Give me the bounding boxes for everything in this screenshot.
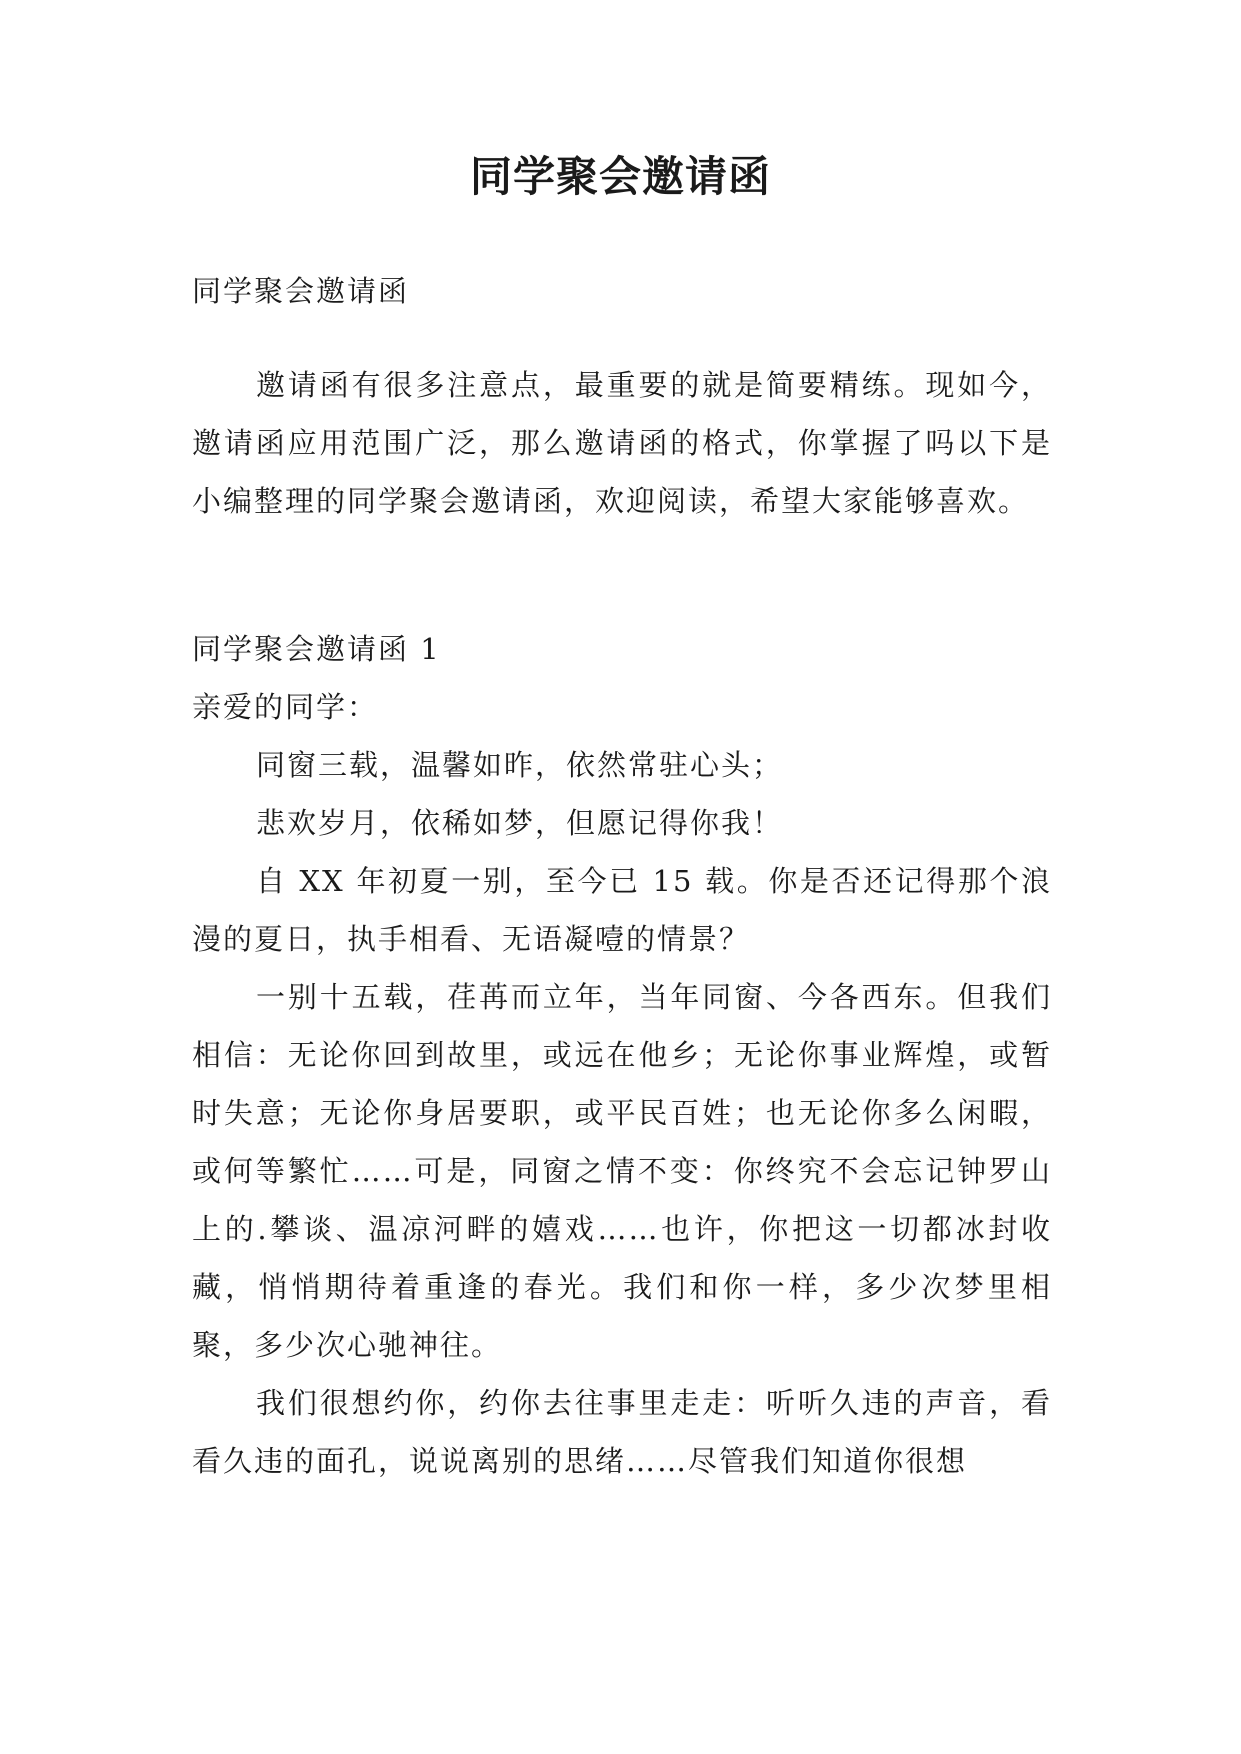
- salutation: 亲爱的同学：: [192, 690, 379, 724]
- letter-paragraph: 悲欢岁月，依稀如梦，但愿记得你我！: [256, 806, 784, 840]
- letter-paragraph: 自 XX 年初夏一别，至今已 15 载。你是否还记得那个浪漫的夏日，执手相看、无语凝噎的情景？: [192, 864, 1052, 956]
- letter-paragraph: 同窗三载，温馨如昨，依然常驻心头；: [256, 748, 784, 782]
- letter-paragraph: 我们很想约你，约你去往事里走走：听听久违的声音，看看久违的面孔，说说离别的思绪……尽管我们知道你很想: [192, 1386, 1052, 1478]
- letter-block: [192, 620, 1052, 1490]
- document-title: 同学聚会邀请函: [469, 152, 771, 201]
- intro-block: [192, 356, 1052, 530]
- intro-paragraph: 邀请函有很多注意点，最重要的就是简要精练。现如今，邀请函应用范围广泛，那么邀请函的格式，你掌握了吗以下是小编整理的同学聚会邀请函，欢迎阅读，希望大家能够喜欢。: [192, 368, 1052, 518]
- section-heading: 同学聚会邀请函 1: [192, 632, 441, 666]
- letter-paragraph: 一别十五载，荏苒而立年，当年同窗、今各西东。但我们相信：无论你回到故里，或远在他乡；无论你事业辉煌，或暂时失意；无论你身居要职，或平民百姓；也无论你多么闲暇，或何等繁忙……可是，同窗之情不变：你终究不会忘记钟罗山上的.攀谈、温凉河畔的嬉戏……也许，你把这一切都冰封收藏，悄悄期待着重逢的春光。我们和你一样，多少次梦里相聚，多少次心驰神往。: [192, 980, 1052, 1362]
- document-subtitle-block: [192, 262, 1052, 320]
- document-subtitle: 同学聚会邀请函: [192, 274, 410, 308]
